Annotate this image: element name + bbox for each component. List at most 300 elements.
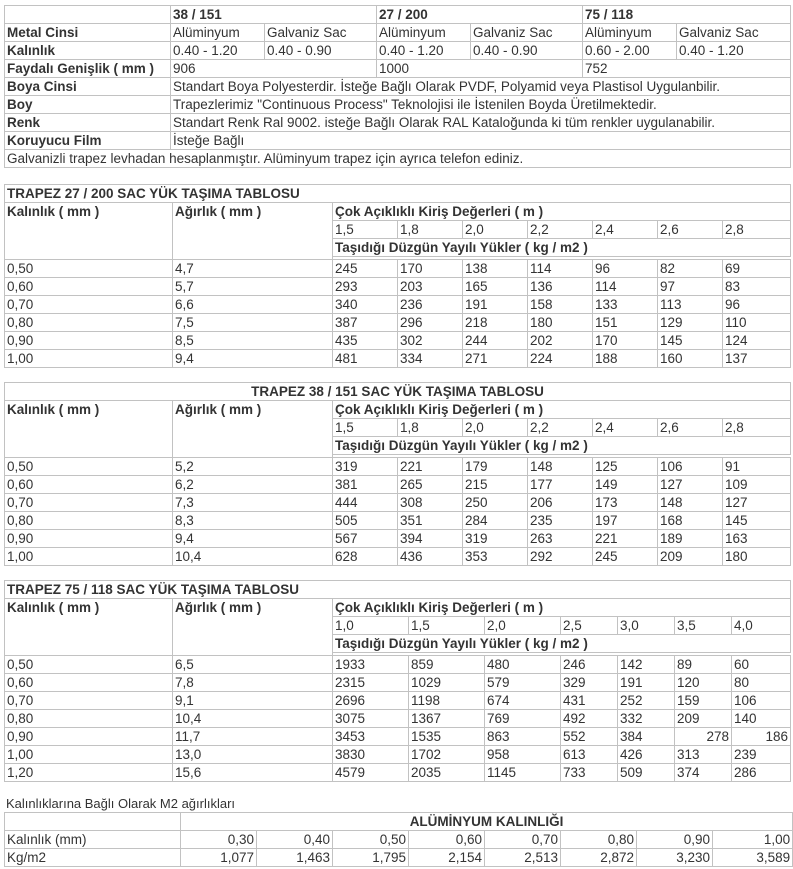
table-row (5, 710, 791, 728)
metal-cell: Galvaniz Sac (677, 24, 791, 42)
table-cell: 245 (333, 260, 398, 278)
table-cell: 308 (398, 494, 463, 512)
table-cell: 329 (561, 674, 618, 692)
table-cell: 145 (723, 512, 791, 530)
table-cell: 137 (723, 350, 791, 368)
table-cell: 245 (593, 548, 658, 566)
aluminium-weight-cell: 3,230 (637, 849, 713, 867)
table-cell: 6,5 (173, 656, 333, 674)
aluminium-thickness-cell: 0,40 (257, 831, 333, 849)
table-cell: 1367 (409, 710, 485, 728)
table-cell: 113 (658, 296, 723, 314)
table-cell: 149 (593, 476, 658, 494)
table-cell: 173 (593, 494, 658, 512)
span-value: 2,8 (723, 221, 791, 239)
table-cell: 552 (561, 728, 618, 746)
table-row (5, 764, 791, 782)
table-cell: 5,2 (173, 458, 333, 476)
table-cell: 0,70 (5, 692, 173, 710)
table-cell: 278 (675, 728, 732, 746)
table-cell: 69 (723, 260, 791, 278)
aluminium-title: ALÜMİNYUM KALINLIĞI (181, 813, 793, 831)
table-cell: 3453 (333, 728, 409, 746)
spec-note: Galvanizli trapez levhadan hesaplanmıştır. Alüminyum trapez için ayrıca telefon ediniz. (5, 150, 791, 168)
table-cell: 120 (675, 674, 732, 692)
table-cell: 2315 (333, 674, 409, 692)
table-cell: 374 (675, 764, 732, 782)
thickness-column-header: Kalınlık ( mm ) (5, 203, 173, 260)
table-cell: 4,7 (173, 260, 333, 278)
aluminium-thickness-cell: 0,70 (485, 831, 561, 849)
color-value: Standart Renk Ral 9002. isteğe Bağlı Olarak RAL Kataloğunda ki tüm renkler uygulanabilir. (171, 114, 791, 132)
span-header: Çok Açıklıklı Kiriş Değerleri ( m ) (333, 599, 791, 617)
table-row (5, 530, 791, 548)
table-cell: 191 (618, 674, 675, 692)
table-cell: 613 (561, 746, 618, 764)
table-cell: 6,6 (173, 296, 333, 314)
table-cell: 159 (675, 692, 732, 710)
table-cell: 769 (485, 710, 561, 728)
table-cell: 215 (463, 476, 528, 494)
color-row (5, 114, 791, 132)
table-cell: 8,5 (173, 332, 333, 350)
table-cell: 509 (618, 764, 675, 782)
table-cell: 733 (561, 764, 618, 782)
aluminium-thickness-row (5, 831, 793, 849)
table-cell: 7,8 (173, 674, 333, 692)
film-value: İsteğe Bağlı (171, 132, 791, 150)
table-cell: 136 (528, 278, 593, 296)
table-cell: 3830 (333, 746, 409, 764)
table-row (5, 512, 791, 530)
useful-width-cell: 906 (171, 60, 377, 78)
thickness-cell: 0.60 - 2.00 (583, 42, 677, 60)
table-cell: 384 (618, 728, 675, 746)
span-value: 2,2 (528, 221, 593, 239)
table-cell: 91 (723, 458, 791, 476)
thickness-cell: 0.40 - 0.90 (265, 42, 377, 60)
load-table-title-row (5, 185, 791, 203)
table-cell: 110 (723, 314, 791, 332)
spec-note-row (5, 150, 791, 168)
table-cell: 0,90 (5, 530, 173, 548)
table-cell: 351 (398, 512, 463, 530)
weights-note: Kalınlıklarına Bağlı Olarak M2 ağırlıkları (6, 796, 236, 811)
table-cell: 1535 (409, 728, 485, 746)
table-cell: 286 (732, 764, 791, 782)
thickness-cell: 0.40 - 1.20 (677, 42, 791, 60)
table-cell: 0,50 (5, 656, 173, 674)
table-cell: 148 (658, 494, 723, 512)
table-row (5, 314, 791, 332)
table-cell: 221 (398, 458, 463, 476)
table-cell: 11,7 (173, 728, 333, 746)
table-cell: 1,00 (5, 548, 173, 566)
table-cell: 142 (618, 656, 675, 674)
table-cell: 2035 (409, 764, 485, 782)
span-value: 2,0 (463, 221, 528, 239)
table-cell: 145 (658, 332, 723, 350)
table-cell: 191 (463, 296, 528, 314)
table-cell: 170 (398, 260, 463, 278)
span-value: 1,8 (398, 221, 463, 239)
aluminium-thickness-cell: 0,60 (409, 831, 485, 849)
aluminium-thickness-cell: 0,90 (637, 831, 713, 849)
table-cell: 106 (732, 692, 791, 710)
load-header: Taşıdığı Düzgün Yayılı Yükler ( kg / m2 ) (333, 635, 791, 653)
table-row (5, 728, 791, 746)
table-cell: 444 (333, 494, 398, 512)
aluminium-weight-cell: 1,077 (181, 849, 257, 867)
table-cell: 0,70 (5, 494, 173, 512)
table-cell: 1,20 (5, 764, 173, 782)
aluminium-thickness-cell: 0,50 (333, 831, 409, 849)
table-cell: 6,2 (173, 476, 333, 494)
table-cell: 179 (463, 458, 528, 476)
table-cell: 505 (333, 512, 398, 530)
table-cell: 163 (723, 530, 791, 548)
table-cell: 197 (593, 512, 658, 530)
table-cell: 239 (732, 746, 791, 764)
table-cell: 221 (593, 530, 658, 548)
table-cell: 165 (463, 278, 528, 296)
table-cell: 0,50 (5, 260, 173, 278)
profile-75-118-header: 75 / 118 (583, 6, 791, 24)
useful-width-label: Faydalı Genişlik ( mm ) (5, 60, 171, 78)
load-header: Taşıdığı Düzgün Yayılı Yükler ( kg / m2 ) (333, 437, 791, 455)
aluminium-weight-label: Kg/m2 (5, 849, 181, 867)
table-cell: 7,3 (173, 494, 333, 512)
table-cell: 202 (528, 332, 593, 350)
load-table-title: TRAPEZ 27 / 200 SAC YÜK TAŞIMA TABLOSU (5, 185, 791, 203)
table-cell: 0,70 (5, 296, 173, 314)
table-cell: 127 (723, 494, 791, 512)
table-cell: 1198 (409, 692, 485, 710)
table-cell: 3075 (333, 710, 409, 728)
table-cell: 250 (463, 494, 528, 512)
table-cell: 209 (658, 548, 723, 566)
table-cell: 170 (593, 332, 658, 350)
aluminium-weight-cell: 1,795 (333, 849, 409, 867)
table-cell: 235 (528, 512, 593, 530)
length-row (5, 96, 791, 114)
table-cell: 1933 (333, 656, 409, 674)
useful-width-row (5, 60, 791, 78)
load-table-header-row (5, 599, 791, 617)
table-cell: 224 (528, 350, 593, 368)
aluminium-title-row (5, 813, 793, 831)
aluminium-thickness-cell: 1,00 (713, 831, 793, 849)
load-header: Taşıdığı Düzgün Yayılı Yükler ( kg / m2 ) (333, 239, 791, 257)
table-cell: 1702 (409, 746, 485, 764)
film-label: Koruyucu Film (5, 132, 171, 150)
table-cell: 160 (658, 350, 723, 368)
table-cell: 0,60 (5, 674, 173, 692)
thickness-row (5, 42, 791, 60)
span-value: 4,0 (732, 617, 791, 635)
aluminium-weight-cell: 3,589 (713, 849, 793, 867)
load-table-38-151 (4, 382, 791, 566)
table-cell: 158 (528, 296, 593, 314)
span-value: 1,5 (333, 221, 398, 239)
table-cell: 302 (398, 332, 463, 350)
table-cell: 244 (463, 332, 528, 350)
table-cell: 481 (333, 350, 398, 368)
table-cell: 340 (333, 296, 398, 314)
table-cell: 114 (528, 260, 593, 278)
weight-column-header: Ağırlık ( mm ) (173, 203, 333, 260)
span-value: 2,8 (723, 419, 791, 437)
span-value: 1,5 (409, 617, 485, 635)
aluminium-weight-cell: 2,513 (485, 849, 561, 867)
table-cell: 188 (593, 350, 658, 368)
load-table-27-200 (4, 184, 791, 368)
paint-label: Boya Cinsi (5, 78, 171, 96)
table-cell: 480 (485, 656, 561, 674)
table-cell: 353 (463, 548, 528, 566)
table-cell: 80 (732, 674, 791, 692)
thickness-cell: 0.40 - 0.90 (471, 42, 583, 60)
table-cell: 177 (528, 476, 593, 494)
span-value: 2,4 (593, 419, 658, 437)
thickness-column-header: Kalınlık ( mm ) (5, 599, 173, 656)
table-cell: 109 (723, 476, 791, 494)
span-value: 1,8 (398, 419, 463, 437)
table-cell: 7,5 (173, 314, 333, 332)
table-row (5, 476, 791, 494)
table-cell: 138 (463, 260, 528, 278)
table-cell: 674 (485, 692, 561, 710)
table-cell: 332 (618, 710, 675, 728)
span-value: 2,5 (561, 617, 618, 635)
table-cell: 206 (528, 494, 593, 512)
table-cell: 0,90 (5, 332, 173, 350)
metal-cell: Alüminyum (583, 24, 677, 42)
span-value: 2,0 (485, 617, 561, 635)
aluminium-weight-row (5, 849, 793, 867)
table-cell: 859 (409, 656, 485, 674)
table-cell: 180 (528, 314, 593, 332)
table-cell: 628 (333, 548, 398, 566)
table-cell: 114 (593, 278, 658, 296)
table-cell: 579 (485, 674, 561, 692)
table-cell: 129 (658, 314, 723, 332)
table-row (5, 458, 791, 476)
paint-value: Standart Boya Polyesterdir. İsteğe Bağlı Olarak PVDF, Polyamid veya Plastisol Uygulanbilir. (171, 78, 791, 96)
table-cell: 151 (593, 314, 658, 332)
table-cell: 148 (528, 458, 593, 476)
span-value: 2,6 (658, 221, 723, 239)
load-table-title-row (5, 383, 791, 401)
span-value: 1,0 (333, 617, 409, 635)
table-cell: 246 (561, 656, 618, 674)
table-cell: 958 (485, 746, 561, 764)
table-cell: 1029 (409, 674, 485, 692)
span-value: 3,5 (675, 617, 732, 635)
load-table-title: TRAPEZ 38 / 151 SAC YÜK TAŞIMA TABLOSU (5, 383, 791, 401)
table-cell: 133 (593, 296, 658, 314)
span-header: Çok Açıklıklı Kiriş Değerleri ( m ) (333, 401, 791, 419)
load-table-header-row (5, 203, 791, 221)
film-row (5, 132, 791, 150)
table-cell: 15,6 (173, 764, 333, 782)
table-cell: 863 (485, 728, 561, 746)
table-cell: 0,80 (5, 512, 173, 530)
table-cell: 381 (333, 476, 398, 494)
metal-cell: Alüminyum (377, 24, 471, 42)
table-cell: 296 (398, 314, 463, 332)
table-cell: 284 (463, 512, 528, 530)
table-cell: 9,4 (173, 350, 333, 368)
span-value: 2,2 (528, 419, 593, 437)
table-cell: 0,60 (5, 476, 173, 494)
table-cell: 203 (398, 278, 463, 296)
length-value: Trapezlerimiz "Continuous Process" Teknolojisi ile İstenilen Boyda Üretilmektedir. (171, 96, 791, 114)
load-table-75-118 (4, 580, 791, 782)
table-cell: 82 (658, 260, 723, 278)
table-cell: 9,1 (173, 692, 333, 710)
table-cell: 89 (675, 656, 732, 674)
table-cell: 0,60 (5, 278, 173, 296)
span-value: 3,0 (618, 617, 675, 635)
table-cell: 387 (333, 314, 398, 332)
aluminium-thickness-cell: 0,80 (561, 831, 637, 849)
load-table-title-row (5, 581, 791, 599)
table-cell: 0,90 (5, 728, 173, 746)
table-row (5, 494, 791, 512)
table-cell: 13,0 (173, 746, 333, 764)
table-cell: 218 (463, 314, 528, 332)
table-cell: 96 (593, 260, 658, 278)
table-cell: 124 (723, 332, 791, 350)
useful-width-cell: 1000 (377, 60, 583, 78)
table-cell: 394 (398, 530, 463, 548)
table-cell: 1,00 (5, 350, 173, 368)
paint-row (5, 78, 791, 96)
color-label: Renk (5, 114, 171, 132)
spec-header-row (5, 6, 791, 24)
table-row (5, 674, 791, 692)
useful-width-cell: 752 (583, 60, 791, 78)
table-cell: 1,00 (5, 746, 173, 764)
weight-column-header: Ağırlık ( mm ) (173, 401, 333, 458)
table-cell: 0,50 (5, 458, 173, 476)
table-cell: 319 (463, 530, 528, 548)
span-header: Çok Açıklıklı Kiriş Değerleri ( m ) (333, 203, 791, 221)
table-row (5, 656, 791, 674)
table-cell: 189 (658, 530, 723, 548)
span-value: 2,4 (593, 221, 658, 239)
profile-27-200-header: 27 / 200 (377, 6, 583, 24)
weight-column-header: Ağırlık ( mm ) (173, 599, 333, 656)
table-cell: 125 (593, 458, 658, 476)
table-row (5, 746, 791, 764)
table-cell: 0,80 (5, 314, 173, 332)
table-cell: 252 (618, 692, 675, 710)
length-label: Boy (5, 96, 171, 114)
aluminium-thickness-cell: 0,30 (181, 831, 257, 849)
table-cell: 180 (723, 548, 791, 566)
table-row (5, 296, 791, 314)
table-cell: 334 (398, 350, 463, 368)
aluminium-corner (5, 813, 181, 831)
table-row (5, 332, 791, 350)
table-cell: 436 (398, 548, 463, 566)
table-row (5, 350, 791, 368)
metal-label: Metal Cinsi (5, 24, 171, 42)
table-cell: 106 (658, 458, 723, 476)
table-cell: 0,80 (5, 710, 173, 728)
aluminium-weight-table (4, 812, 793, 867)
table-cell: 60 (732, 656, 791, 674)
table-cell: 8,3 (173, 512, 333, 530)
table-cell: 265 (398, 476, 463, 494)
metal-row (5, 24, 791, 42)
table-cell: 426 (618, 746, 675, 764)
table-row (5, 548, 791, 566)
metal-cell: Galvaniz Sac (265, 24, 377, 42)
table-cell: 97 (658, 278, 723, 296)
span-value: 2,0 (463, 419, 528, 437)
table-cell: 83 (723, 278, 791, 296)
spec-corner (5, 6, 171, 24)
thickness-column-header: Kalınlık ( mm ) (5, 401, 173, 458)
table-cell: 431 (561, 692, 618, 710)
metal-cell: Alüminyum (171, 24, 265, 42)
table-cell: 127 (658, 476, 723, 494)
span-value: 2,6 (658, 419, 723, 437)
thickness-label: Kalınlık (5, 42, 171, 60)
table-cell: 271 (463, 350, 528, 368)
table-cell: 1145 (485, 764, 561, 782)
load-table-title: TRAPEZ 75 / 118 SAC YÜK TAŞIMA TABLOSU (5, 581, 791, 599)
table-row (5, 692, 791, 710)
table-cell: 567 (333, 530, 398, 548)
thickness-cell: 0.40 - 1.20 (377, 42, 471, 60)
aluminium-weight-cell: 1,463 (257, 849, 333, 867)
profile-38-151-header: 38 / 151 (171, 6, 377, 24)
aluminium-weight-cell: 2,872 (561, 849, 637, 867)
table-cell: 313 (675, 746, 732, 764)
table-cell: 319 (333, 458, 398, 476)
table-cell: 4579 (333, 764, 409, 782)
table-cell: 236 (398, 296, 463, 314)
table-cell: 140 (732, 710, 791, 728)
load-table-header-row (5, 401, 791, 419)
table-row (5, 278, 791, 296)
aluminium-weight-cell: 2,154 (409, 849, 485, 867)
spec-table (4, 5, 791, 168)
table-cell: 10,4 (173, 548, 333, 566)
table-cell: 2696 (333, 692, 409, 710)
table-cell: 293 (333, 278, 398, 296)
table-cell: 10,4 (173, 710, 333, 728)
table-cell: 435 (333, 332, 398, 350)
table-cell: 209 (675, 710, 732, 728)
table-row (5, 260, 791, 278)
table-cell: 263 (528, 530, 593, 548)
table-cell: 96 (723, 296, 791, 314)
metal-cell: Galvaniz Sac (471, 24, 583, 42)
table-cell: 492 (561, 710, 618, 728)
span-value: 1,5 (333, 419, 398, 437)
table-cell: 9,4 (173, 530, 333, 548)
table-cell: 168 (658, 512, 723, 530)
aluminium-thickness-label: Kalınlık (mm) (5, 831, 181, 849)
table-cell: 5,7 (173, 278, 333, 296)
table-cell: 186 (732, 728, 791, 746)
table-cell: 292 (528, 548, 593, 566)
